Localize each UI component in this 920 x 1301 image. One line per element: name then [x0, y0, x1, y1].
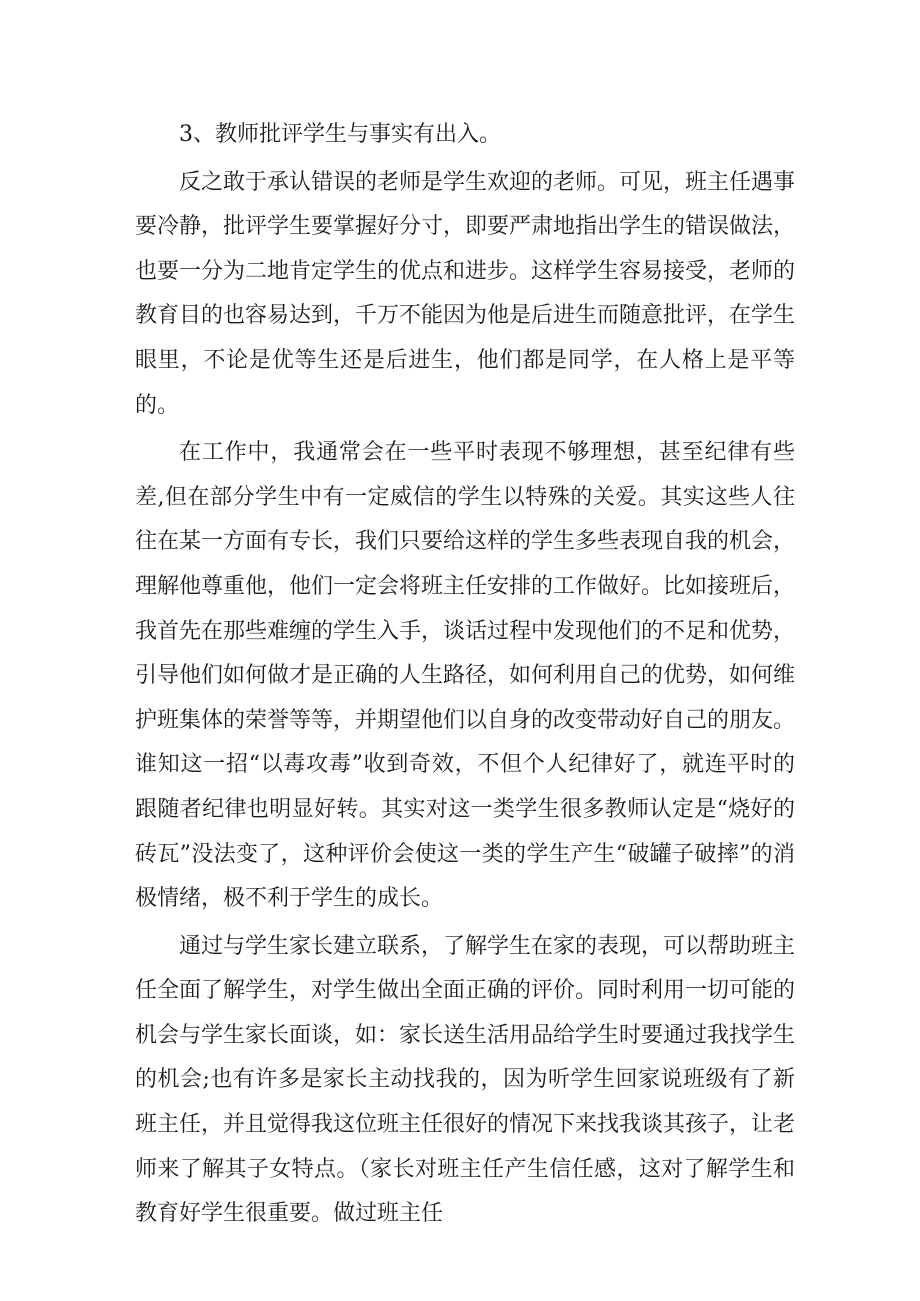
- paragraph-special-care: 在工作中，我通常会在一些平时表现不够理想，甚至纪律有些差,但在部分学生中有一定威信的学生以特殊的关爱。其实这些人往往在某一方面有专长，我们只要给这样的学生多些表现自我的机会，理解他尊重他，他们一定会将班主任安排的工作做好。比如接班后，我首先在那些难缠的学生入手，谈话过程中发现他们的不足和优势，引导他们如何做才是正确的人生路径，如何利用自己的优势，如何维护班集体的荣誉等等，并期望他们以自身的改变带动好自己的朋友。谁知这一招“以毒攻毒”收到奇效，不但个人纪律好了，就连平时的跟随者纪律也明显好转。其实对这一类学生很多教师认定是“烧好的砖瓦”没法变了，这种评价会使这一类的学生产生“破罐子破摔”的消极情绪，极不利于学生的成长。: [135, 440, 796, 912]
- paragraph-heading-3: 3、教师批评学生与事实有出入。: [179, 122, 501, 147]
- document-body: [135, 113, 795, 1240]
- paragraph-admit-mistakes: 反之敢于承认错误的老师是学生欢迎的老师。可见，班主任遇事要冷静，批评学生要掌握好分寸，即要严肃地指出学生的错误做法，也要一分为二地肯定学生的优点和进步。这样学生容易接受，老师的教育目的也容易达到，千万不能因为他是后进生而随意批评，在学生眼里，不论是优等生还是后进生，他们都是同学，在人格上是平等的。: [135, 169, 796, 418]
- paragraph-parent-contact: 通过与学生家长建立联系，了解学生在家的表现，可以帮助班主任全面了解学生，对学生做出全面正确的评价。同时利用一切可能的机会与学生家长面谈，如：家长送生活用品给学生时要通过我找学生的机会;也有许多是家长主动找我的，因为听学生回家说班级有了新班主任，并且觉得我这位班主任很好的情况下来找我谈其孩子，让老师来了解其子女特点。（家长对班主任产生信任感，这对了解学生和教育好学生很重要。做过班主任: [135, 933, 796, 1227]
